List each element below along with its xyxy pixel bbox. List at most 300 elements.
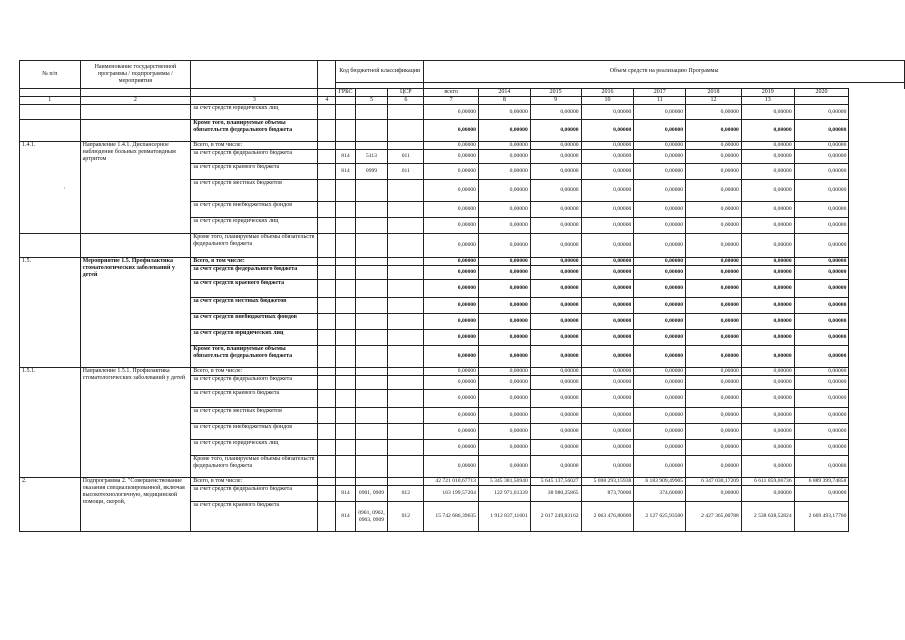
row-value: 5 698 293,15938: [581, 478, 634, 486]
row-rz: [355, 424, 388, 440]
table-row: [20, 234, 905, 258]
row-rz: 0901, 0909: [355, 486, 388, 502]
row-csr: [388, 180, 424, 202]
row-value: 0,00000: [634, 234, 686, 258]
row-value: 0,00000: [686, 280, 742, 298]
row-value: 0,00000: [794, 408, 849, 424]
row-grbs: [336, 408, 355, 424]
row-value: 0,00000: [581, 424, 634, 440]
row-value: 0,00000: [794, 330, 849, 346]
row-value: 0,00000: [794, 180, 849, 202]
row-grbs: [336, 440, 355, 456]
row-value: 0,00000: [741, 142, 794, 150]
row-grbs: [336, 180, 355, 202]
row-value: 0,00000: [478, 164, 530, 180]
row-grbs: 814: [336, 164, 355, 180]
row-rz: [355, 105, 388, 120]
row-value: 0,00000: [581, 142, 634, 150]
row-grbs: [336, 424, 355, 440]
row-value: 0,00000: [634, 164, 686, 180]
row-value: 0,00000: [634, 440, 686, 456]
row-value: 0,00000: [794, 202, 849, 218]
row-csr: [388, 266, 424, 280]
row-value: 0,00000: [424, 164, 479, 180]
row-value: 0,00000: [530, 424, 581, 440]
header-csr: ЦСР: [388, 89, 424, 97]
row-spacer: [318, 142, 336, 150]
row-value: 1 912 837,11601: [478, 502, 530, 532]
row-value: 0,00000: [581, 180, 634, 202]
row-value: 0,00000: [530, 408, 581, 424]
row-value: 0,00000: [794, 105, 849, 120]
row-value: 0,00000: [530, 105, 581, 120]
row-funding-source: за счет средств юридических лиц: [191, 330, 318, 346]
row-value: 0,00000: [794, 234, 849, 258]
row-value: 0,00000: [741, 164, 794, 180]
row-value: 0,00000: [424, 298, 479, 314]
row-csr: [388, 258, 424, 266]
row-value: 0,00000: [581, 164, 634, 180]
row-funding-source: Всего, в том числе:: [191, 142, 318, 150]
row-spacer: [318, 502, 336, 532]
row-csr: [388, 298, 424, 314]
row-value: 0,00000: [741, 298, 794, 314]
row-spacer: [318, 478, 336, 486]
row-value: 0,00000: [581, 105, 634, 120]
row-funding-source: за счет средств краевого бюджета: [191, 502, 318, 532]
row-value: 0,00000: [741, 202, 794, 218]
row-value: 6 347 030,17209: [686, 478, 742, 486]
row-value: 0,00000: [634, 408, 686, 424]
row-value: 0,00000: [741, 105, 794, 120]
row-value: 0,00000: [478, 120, 530, 142]
row-value: 0,00000: [741, 180, 794, 202]
row-value: 0,00000: [581, 330, 634, 346]
row-value: 0,00000: [794, 456, 849, 478]
row-grbs: [336, 105, 355, 120]
row-number: [20, 105, 81, 120]
row-csr: [388, 424, 424, 440]
scan-mark: ,: [64, 184, 66, 190]
row-funding-source: за счет средств местных бюджетов: [191, 298, 318, 314]
row-csr: 012: [388, 486, 424, 502]
row-value: 0,00000: [424, 234, 479, 258]
row-csr: [388, 314, 424, 330]
row-rz: [355, 280, 388, 298]
row-value: 0,00000: [478, 440, 530, 456]
row-value: 0,00000: [686, 180, 742, 202]
row-rz: [355, 346, 388, 368]
row-csr: [388, 390, 424, 408]
row-value: 0,00000: [634, 280, 686, 298]
row-spacer: [318, 164, 336, 180]
row-spacer: [318, 376, 336, 390]
row-value: 0,00000: [634, 298, 686, 314]
row-value: 0,00000: [424, 105, 479, 120]
row-value: 0,00000: [741, 314, 794, 330]
header-year-2019: 2019: [741, 89, 794, 97]
row-value: 0,00000: [686, 164, 742, 180]
row-value: 0,00000: [424, 390, 479, 408]
row-rz: [355, 456, 388, 478]
row-value: 0,00000: [424, 120, 479, 142]
row-number: 1.5.1.: [20, 368, 81, 478]
row-name: [80, 120, 191, 142]
row-value: 0,00000: [530, 258, 581, 266]
row-rz: [355, 408, 388, 424]
row-value: 122 971,01339: [478, 486, 530, 502]
row-csr: [388, 234, 424, 258]
row-value: 0,00000: [424, 202, 479, 218]
row-value: 0,00000: [581, 202, 634, 218]
row-grbs: 814: [336, 150, 355, 164]
row-rz: [355, 314, 388, 330]
row-value: 0,00000: [741, 150, 794, 164]
row-value: 0,00000: [741, 440, 794, 456]
row-rz: [355, 376, 388, 390]
row-value: 0,00000: [478, 150, 530, 164]
row-value: 0,00000: [634, 424, 686, 440]
row-funding-source: Кроме того, планируемые объемы обязательств федерального бюджета: [191, 234, 318, 258]
row-spacer: [318, 440, 336, 456]
row-value: 0,00000: [741, 280, 794, 298]
row-value: 0,00000: [794, 424, 849, 440]
header-name: Наименование государственной программы / подпрограммы / мероприятия: [80, 61, 191, 89]
row-value: 0,00000: [634, 368, 686, 376]
row-value: 0,00000: [634, 314, 686, 330]
row-value: 0,00000: [581, 218, 634, 234]
row-funding-source: за счет средств внебюджетных фондов: [191, 314, 318, 330]
row-value: 873,70000: [581, 486, 634, 502]
row-value: 0,00000: [478, 346, 530, 368]
row-csr: [388, 478, 424, 486]
row-value: 0,00000: [686, 440, 742, 456]
header-rz: [355, 89, 388, 97]
row-funding-source: за счет средств юридических лиц: [191, 440, 318, 456]
row-value: 6 183 909,49905: [634, 478, 686, 486]
row-spacer: [318, 298, 336, 314]
row-value: 0,00000: [478, 330, 530, 346]
row-funding-source: Кроме того, планируемые объемы обязательств федерального бюджета: [191, 346, 318, 368]
row-csr: [388, 142, 424, 150]
row-rz: [355, 202, 388, 218]
row-spacer: [318, 346, 336, 368]
row-number: 1.5.: [20, 258, 81, 368]
row-value: 0,00000: [741, 234, 794, 258]
row-value: 0,00000: [634, 150, 686, 164]
row-spacer: [318, 266, 336, 280]
row-spacer: [318, 408, 336, 424]
row-value: 0,00000: [634, 390, 686, 408]
row-funding-source: за счет средств краевого бюджета: [191, 280, 318, 298]
row-value: 0,00000: [741, 346, 794, 368]
row-funding-source: Всего, в том числе:: [191, 478, 318, 486]
row-value: 0,00000: [478, 376, 530, 390]
row-spacer: [318, 314, 336, 330]
row-number: [20, 234, 81, 258]
row-value: 0,00000: [530, 120, 581, 142]
row-value: 42 721 010,67713: [424, 478, 479, 486]
row-name: Направление 1.5.1. Профилактика стоматологических заболеваний у детей: [80, 368, 191, 478]
row-value: 0,00000: [530, 368, 581, 376]
row-value: 0,00000: [581, 298, 634, 314]
row-value: 0,00000: [424, 180, 479, 202]
row-value: 0,00000: [686, 390, 742, 408]
row-value: 0,00000: [741, 218, 794, 234]
row-spacer: [318, 486, 336, 502]
row-grbs: [336, 120, 355, 142]
row-value: 0,00000: [794, 258, 849, 266]
row-value: 0,00000: [634, 105, 686, 120]
row-value: 2 017 249,83162: [530, 502, 581, 532]
row-value: 0,00000: [530, 266, 581, 280]
row-value: 0,00000: [686, 298, 742, 314]
row-grbs: [336, 330, 355, 346]
row-rz: [355, 258, 388, 266]
row-value: 0,00000: [424, 142, 479, 150]
row-rz: [355, 330, 388, 346]
row-value: 0,00000: [424, 376, 479, 390]
row-grbs: [336, 266, 355, 280]
row-value: 2 669 493,17760: [794, 502, 849, 532]
row-value: 0,00000: [581, 456, 634, 478]
row-value: 0,00000: [794, 120, 849, 142]
row-funding-source: за счет средств юридических лиц: [191, 105, 318, 120]
row-grbs: [336, 478, 355, 486]
row-value: 0,00000: [794, 266, 849, 280]
row-value: 5 345 381,56940: [478, 478, 530, 486]
header-year-2015: 2015: [530, 89, 581, 97]
row-csr: 012: [388, 502, 424, 532]
row-value: 0,00000: [794, 218, 849, 234]
row-value: 0,00000: [530, 456, 581, 478]
row-name: Мероприятие 1.5. Профилактика стоматологических заболеваний у детей: [80, 258, 191, 368]
row-spacer: [318, 456, 336, 478]
row-funding-source: Всего, в том числе:: [191, 258, 318, 266]
row-value: 0,00000: [686, 424, 742, 440]
row-value: 0,00000: [478, 142, 530, 150]
row-rz: [355, 120, 388, 142]
row-rz: [355, 266, 388, 280]
row-spacer: [318, 218, 336, 234]
row-value: 6 889 399,74858: [794, 478, 849, 486]
row-rz: [355, 478, 388, 486]
row-rz: [355, 440, 388, 456]
row-value: 0,00000: [478, 266, 530, 280]
row-csr: [388, 368, 424, 376]
row-value: 0,00000: [741, 456, 794, 478]
row-value: 0,00000: [686, 218, 742, 234]
row-value: 0,00000: [478, 424, 530, 440]
row-value: 0,00000: [478, 368, 530, 376]
row-funding-source: за счет средств местных бюджетов: [191, 180, 318, 202]
row-rz: 0901, 0902, 0903, 0909: [355, 502, 388, 532]
row-value: 0,00000: [581, 390, 634, 408]
row-grbs: 814: [336, 502, 355, 532]
row-value: 0,00000: [794, 150, 849, 164]
row-value: 0,00000: [530, 234, 581, 258]
row-csr: [388, 218, 424, 234]
row-value: 2 538 638,52824: [741, 502, 794, 532]
budget-table-sheet: [19, 60, 905, 532]
row-value: 0,00000: [741, 376, 794, 390]
row-value: 5 645 137,56027: [530, 478, 581, 486]
row-value: 0,00000: [686, 120, 742, 142]
table-row: [20, 105, 905, 120]
budget-table: [19, 60, 905, 532]
row-grbs: [336, 218, 355, 234]
row-funding-source: Кроме того, планируемые объемы обязательств федерального бюджета: [191, 120, 318, 142]
row-rz: [355, 390, 388, 408]
row-value: 0,00000: [478, 218, 530, 234]
row-value: 0,00000: [581, 408, 634, 424]
row-value: 0,00000: [686, 234, 742, 258]
row-number: [20, 120, 81, 142]
row-funding-source: Всего, в том числе:: [191, 368, 318, 376]
row-value: 0,00000: [478, 314, 530, 330]
row-grbs: [336, 202, 355, 218]
row-value: 0,00000: [530, 390, 581, 408]
row-value: 0,00000: [634, 218, 686, 234]
row-value: 0,00000: [794, 164, 849, 180]
row-value: 0,00000: [581, 150, 634, 164]
row-value: 0,00000: [424, 280, 479, 298]
row-value: 0,00000: [478, 456, 530, 478]
row-value: 0,00000: [530, 202, 581, 218]
row-value: 0,00000: [530, 376, 581, 390]
row-rz: [355, 218, 388, 234]
header-total: всего: [424, 89, 479, 97]
row-value: 0,00000: [634, 346, 686, 368]
row-grbs: [336, 376, 355, 390]
row-value: 0,00000: [686, 408, 742, 424]
row-csr: [388, 280, 424, 298]
row-grbs: [336, 298, 355, 314]
row-value: 0,00000: [741, 408, 794, 424]
row-value: 0,00000: [686, 456, 742, 478]
row-grbs: 814: [336, 486, 355, 502]
row-value: 0,00000: [794, 376, 849, 390]
row-grbs: [336, 258, 355, 266]
column-number-row: 1 2 3 4 5 6 7 8 9 10 11 12 13: [20, 97, 905, 105]
row-value: 2 127 625,93500: [634, 502, 686, 532]
table-row: [20, 368, 905, 376]
row-funding-source: за счет средств краевого бюджета: [191, 390, 318, 408]
row-grbs: [336, 280, 355, 298]
row-value: 0,00000: [634, 456, 686, 478]
header-code: Код бюджетной классификации: [336, 61, 424, 83]
header-grbs: ГРБС: [336, 89, 355, 97]
row-rz: [355, 298, 388, 314]
row-value: 0,00000: [686, 330, 742, 346]
row-value: 0,00000: [478, 298, 530, 314]
row-grbs: [336, 234, 355, 258]
header-num: № п/п: [20, 61, 81, 89]
row-funding-source: Кроме того, планируемые объемы обязательств федерального бюджета: [191, 456, 318, 478]
row-number: 2.: [20, 478, 81, 532]
row-rz: 5113: [355, 150, 388, 164]
table-body: [20, 105, 905, 532]
row-value: 0,00000: [686, 376, 742, 390]
row-value: 374,60000: [634, 486, 686, 502]
row-value: 0,00000: [530, 346, 581, 368]
table-row: [20, 258, 905, 266]
header-year-2014: 2014: [478, 89, 530, 97]
row-csr: 011: [388, 164, 424, 180]
row-value: 0,00000: [478, 105, 530, 120]
row-value: 0,00000: [741, 120, 794, 142]
row-value: 0,00000: [634, 142, 686, 150]
row-csr: [388, 376, 424, 390]
row-funding-source: за счет средств федерального бюджета: [191, 376, 318, 390]
row-value: 6 611 859,06736: [741, 478, 794, 486]
row-value: 0,00000: [634, 266, 686, 280]
row-value: 0,00000: [530, 330, 581, 346]
row-value: 0,00000: [686, 142, 742, 150]
row-value: 0,00000: [686, 202, 742, 218]
header-spacer: [318, 61, 336, 89]
row-value: 0,00000: [478, 202, 530, 218]
header-year-2018: 2018: [686, 89, 742, 97]
row-value: 0,00000: [424, 424, 479, 440]
row-funding-source: за счет средств краевого бюджета: [191, 164, 318, 180]
row-value: 0,00000: [424, 440, 479, 456]
row-rz: [355, 368, 388, 376]
row-value: 0,00000: [530, 280, 581, 298]
row-csr: [388, 346, 424, 368]
row-value: 0,00000: [530, 218, 581, 234]
row-rz: [355, 142, 388, 150]
header-year-2017: 2017: [634, 89, 686, 97]
row-value: 0,00000: [424, 330, 479, 346]
row-value: 0,00000: [530, 142, 581, 150]
row-csr: [388, 105, 424, 120]
row-grbs: [336, 142, 355, 150]
row-value: 0,00000: [581, 266, 634, 280]
row-value: 0,00000: [530, 164, 581, 180]
row-value: 0,00000: [741, 266, 794, 280]
row-number: 1.4.1.: [20, 142, 81, 234]
header-volume: Объем средств на реализацию Программы: [424, 61, 905, 83]
row-value: 0,00000: [686, 314, 742, 330]
row-funding-source: за счет средств федерального бюджета: [191, 150, 318, 164]
row-value: 0,00000: [634, 120, 686, 142]
row-grbs: [336, 314, 355, 330]
row-value: 0,00000: [794, 314, 849, 330]
row-csr: [388, 202, 424, 218]
row-value: 15 742 686,39635: [424, 502, 479, 532]
row-value: 0,00000: [424, 456, 479, 478]
row-value: 0,00000: [478, 390, 530, 408]
table-row: [20, 142, 905, 150]
row-value: 0,00000: [794, 486, 849, 502]
row-spacer: [318, 280, 336, 298]
row-value: 0,00000: [634, 376, 686, 390]
row-spacer: [318, 330, 336, 346]
row-value: 0,00000: [634, 330, 686, 346]
row-value: 0,00000: [686, 150, 742, 164]
header-year-2016: 2016: [581, 89, 634, 97]
row-funding-source: за счет средств юридических лиц: [191, 218, 318, 234]
row-value: 0,00000: [794, 298, 849, 314]
row-grbs: [336, 368, 355, 376]
row-spacer: [318, 258, 336, 266]
row-value: 0,00000: [741, 486, 794, 502]
row-spacer: [318, 105, 336, 120]
row-value: 0,00000: [741, 368, 794, 376]
row-value: 0,00000: [478, 258, 530, 266]
row-funding-source: за счет средств федерального бюджета: [191, 266, 318, 280]
